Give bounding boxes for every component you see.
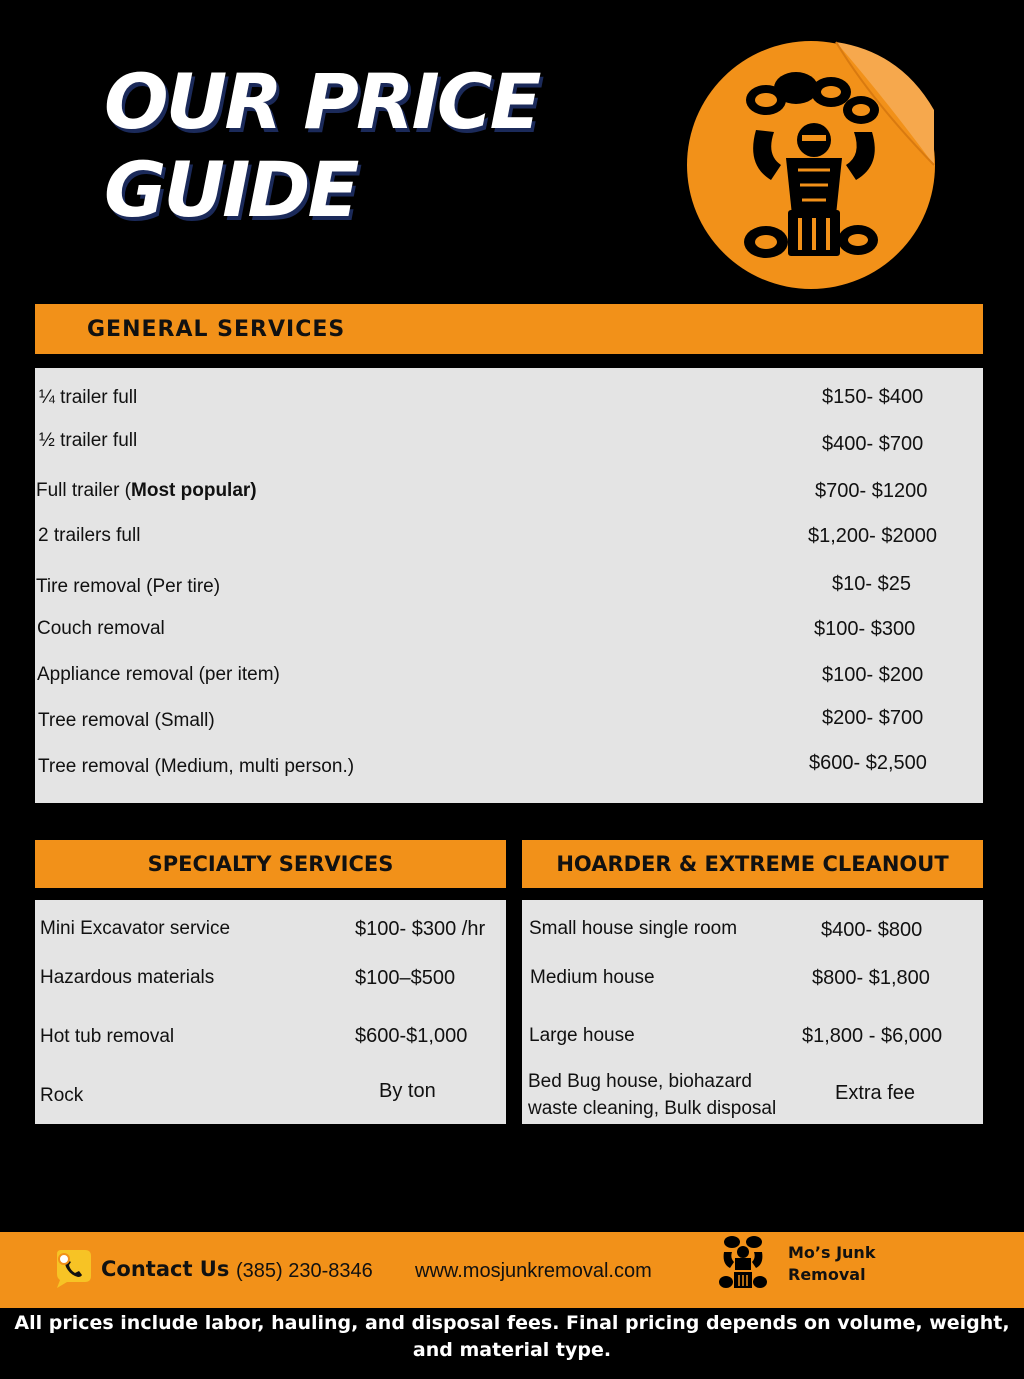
general-row-service: Appliance removal (per item): [37, 664, 280, 685]
hoarder-cleanout-heading: HOARDER & EXTREME CLEANOUT: [556, 852, 949, 876]
hoarder-row-service: Large house: [529, 1025, 635, 1046]
page-title: [104, 58, 539, 234]
general-row-price: $10- $25: [832, 573, 911, 595]
hoarder-row-service: [528, 1068, 776, 1122]
brand-name-line2: Removal: [788, 1265, 866, 1284]
general-row-service: Couch removal: [37, 618, 165, 639]
hoarder-row-price: $400- $800: [821, 919, 923, 941]
specialty-row-price: $100- $300 /hr: [355, 918, 486, 940]
hoarder-row-price: $800- $1,800: [812, 967, 930, 989]
general-row-price: $400- $700: [822, 433, 924, 455]
general-row-service-tail: ): [250, 480, 257, 501]
specialty-row-service: Mini Excavator service: [40, 918, 231, 939]
footer-bar: [0, 1232, 1024, 1308]
general-row-price: $700- $1200: [815, 480, 928, 502]
mascot-small-icon: [718, 1234, 768, 1292]
phone-number[interactable]: (385) 230-8346: [236, 1260, 373, 1282]
title-line-1: OUR PRICE: [104, 57, 539, 146]
title-line-2: GUIDE: [104, 145, 357, 234]
brand-name: [788, 1242, 875, 1286]
specialty-row-service: Hazardous materials: [40, 967, 215, 988]
hoarder-row-price: Extra fee: [835, 1082, 916, 1104]
general-services-table: [35, 368, 983, 803]
specialty-row-service: Hot tub removal: [40, 1026, 175, 1047]
most-popular-label: Most popular: [131, 480, 251, 501]
specialty-row-price: $100–$500: [355, 967, 456, 989]
brand-name-line1: Mo’s Junk: [788, 1243, 876, 1262]
hoarder-row-service: Small house single room: [529, 918, 738, 939]
general-row-service: ½ trailer full: [39, 430, 138, 451]
general-row-service: 2 trailers full: [38, 525, 141, 546]
phone-chat-icon: [53, 1250, 93, 1288]
mascot-logo-icon: [686, 40, 936, 290]
contact-us-label: Contact Us: [101, 1257, 230, 1281]
hoarder-cleanout-table: [522, 900, 983, 1124]
general-row-service: [36, 480, 257, 502]
hoarder-row-price: $1,800 - $6,000: [802, 1025, 943, 1047]
general-row-price: $200- $700: [822, 707, 924, 729]
general-row-service: Tree removal (Small): [38, 710, 215, 731]
general-row-price: $150- $400: [822, 386, 924, 408]
hoarder-row-service: Medium house: [530, 967, 655, 988]
specialty-row-price: By ton: [379, 1080, 436, 1102]
specialty-row-service: Rock: [40, 1085, 84, 1106]
specialty-row-price: $600-$1,000: [355, 1025, 468, 1047]
specialty-services-header: [35, 840, 506, 888]
hoarder-row-service-line1: Bed Bug house, biohazard: [528, 1071, 752, 1092]
pricing-disclaimer: All prices include labor, hauling, and disposal fees. Final pricing depends on volume, weight, and material type.: [14, 1312, 1010, 1361]
general-services-header: [35, 304, 983, 354]
specialty-services-table: [35, 900, 506, 1124]
general-row-price: $100- $300: [814, 618, 916, 640]
general-row-price: $100- $200: [822, 664, 924, 686]
general-row-price: $600- $2,500: [809, 752, 927, 774]
website-link[interactable]: www.mosjunkremoval.com: [415, 1260, 652, 1282]
general-services-heading: GENERAL SERVICES: [87, 316, 346, 342]
general-row-service-text: Full trailer (: [36, 480, 132, 501]
general-row-service: ¼ trailer full: [39, 387, 138, 408]
general-row-price: $1,200- $2000: [808, 525, 938, 547]
hoarder-row-service-line2: waste cleaning, Bulk disposal: [528, 1098, 777, 1119]
hoarder-cleanout-header: [522, 840, 983, 888]
general-row-service: Tire removal (Per tire): [36, 576, 221, 597]
general-row-service: Tree removal (Medium, multi person.): [38, 756, 355, 777]
specialty-services-heading: SPECIALTY SERVICES: [147, 852, 394, 876]
